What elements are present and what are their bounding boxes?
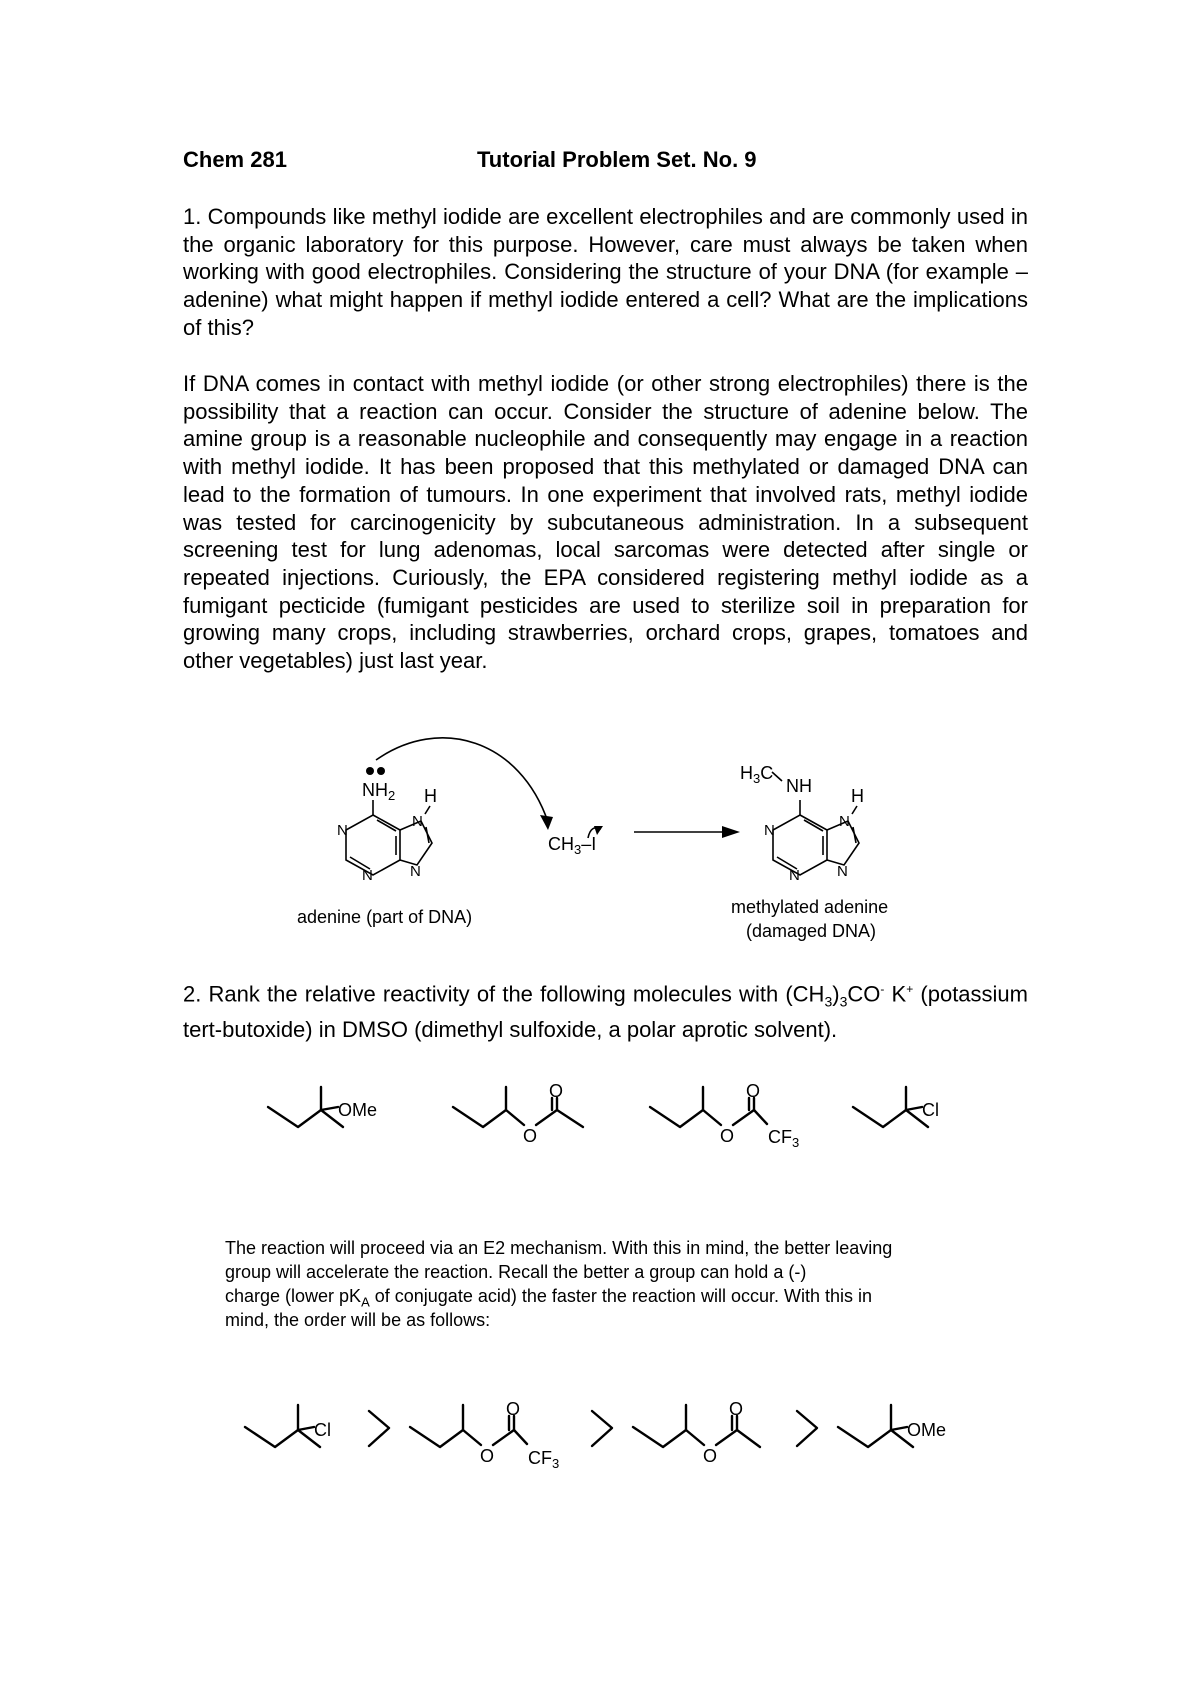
question-1-text: 1. Compounds like methyl iodide are excellent electrophiles and are commonly used in the organic laboratory for this purpose. However, care must always be taken when working with good electrophiles. Considering the structure of your DNA (for example – adenine) what might happen if methyl iodide entered a cell? What are the implications of this? — [183, 204, 1028, 340]
molecule-chloride — [853, 1087, 939, 1127]
answer-2-line-3-start: charge (lower pK — [225, 1286, 362, 1306]
adenine-structure — [337, 780, 437, 884]
atom-n: N — [764, 822, 775, 839]
atom-h: H — [424, 786, 437, 806]
atom-n: N — [789, 867, 800, 884]
answer-2-line-3-end: of conjugate acid) the faster the reaction will occur. With this in — [369, 1286, 872, 1306]
arrowhead — [540, 815, 553, 830]
methylated-adenine-structure — [740, 763, 864, 884]
svg-text:O: O — [720, 1126, 735, 1146]
greater-than-symbol — [592, 1411, 612, 1446]
greater-than-symbol — [369, 1411, 389, 1446]
svg-text:Cl: Cl — [314, 1420, 331, 1440]
molecule-trifluoroacetate — [650, 1081, 799, 1150]
h3c-label: $H_3C$ — [740, 763, 774, 786]
answer-2-line-1: The reaction will proceed via an E2 mechanism. With this in mind, the better leaving — [225, 1238, 893, 1258]
molecule-ether-ranked — [838, 1405, 946, 1447]
molecule-acetate — [453, 1081, 583, 1146]
atom-h: H — [851, 786, 864, 806]
svg-text:O: O — [549, 1081, 564, 1101]
atom-n: N — [412, 813, 423, 830]
adenine-methylation-scheme — [0, 720, 1200, 950]
atom-n: N — [837, 863, 848, 880]
molecule-chloride-ranked — [245, 1405, 331, 1447]
svg-text:O: O — [506, 1399, 521, 1419]
svg-text:O: O — [703, 1446, 718, 1466]
arrowhead — [722, 826, 740, 838]
question-2-end: (potassium tert-butoxide) in DMSO (dimethyl sulfoxide, a polar aprotic solvent). — [183, 981, 1028, 1043]
molecule-acetate-ranked — [633, 1399, 760, 1466]
svg-text:O: O — [523, 1126, 538, 1146]
svg-text:O: O — [729, 1399, 744, 1419]
svg-text:OMe: OMe — [338, 1100, 378, 1120]
lone-pair-dot — [377, 767, 385, 775]
atom-n: N — [839, 813, 850, 830]
molecule-row-ordered — [0, 1380, 1200, 1490]
course-code: Chem 281 — [183, 147, 287, 172]
atom-n: N — [410, 863, 421, 880]
damaged-dna-label: (damaged DNA) — [746, 921, 877, 941]
svg-text:CF3: $CF_3$ — [768, 1127, 800, 1150]
molecule-trifluoroacetate-ranked — [410, 1399, 559, 1471]
greater-than-symbol — [797, 1411, 817, 1446]
methyl-iodide: $CH_3-I$ — [548, 834, 597, 857]
svg-text:CF3: $CF_3$ — [528, 1448, 560, 1471]
question-2-text: 2. Rank the relative reactivity of the following molecules with $(CH_3)_3CO^-$ K+ (potassium tert-butoxide) in DMSO (dimethyl sulfoxide, a polar aprotic solvent). — [183, 981, 1028, 1043]
answer-2-line-3: charge (lower $pK_A$ of conjugate acid) the faster the reaction will occur. With this in — [225, 1286, 872, 1310]
answer-1-text: If DNA comes in contact with methyl iodide (or other strong electrophiles) there is the possibility that a reaction can occur. Consider the structure of adenine below. The amine group is a reasonable nucleophile and consequently may engage in a reaction with methyl iodide. It has been proposed that this methylated or damaged DNA can lead to the formation of tumours. In one experiment that involved rats, methyl iodide was tested for carcinogenicity by subcutaneous administration. In a subsequent screening test for lung adenomas, local sarcomas were detected after single or repeated injections. Curiously, the EPA considered registering methyl iodide as a fumigant pecticide (fumigant pesticides are used to sterilize soil in preparation for growing many crops, including strawberries, orchard crops, grapes, tomatoes and other vegetables) just last year. — [183, 371, 1028, 674]
molecule-ether — [268, 1087, 377, 1127]
answer-2-line-2: group will accelerate the reaction. Recall the better a group can hold a (-) — [225, 1262, 807, 1282]
answer-2-line-4: mind, the order will be as follows: — [225, 1310, 491, 1330]
problem-set-title: Tutorial Problem Set. No. 9 — [477, 147, 757, 172]
adenine-label: adenine (part of DNA) — [297, 907, 473, 927]
molecule-row-unordered — [0, 1070, 1200, 1170]
question-2-start: 2. Rank the relative reactivity of the following molecules with (CH — [183, 981, 825, 1007]
atom-n: N — [337, 822, 348, 839]
nh2-label: $NH_2$ — [362, 780, 396, 803]
atom-n: N — [362, 867, 373, 884]
svg-text:Cl: Cl — [922, 1100, 939, 1120]
methylated-adenine-label: methylated adenine — [731, 897, 889, 917]
nh-label: NH — [786, 776, 812, 796]
svg-text:OMe: OMe — [907, 1420, 947, 1440]
lone-pair-dot — [366, 767, 374, 775]
svg-text:O: O — [480, 1446, 495, 1466]
curved-arrow — [376, 738, 548, 822]
svg-text:O: O — [746, 1081, 761, 1101]
